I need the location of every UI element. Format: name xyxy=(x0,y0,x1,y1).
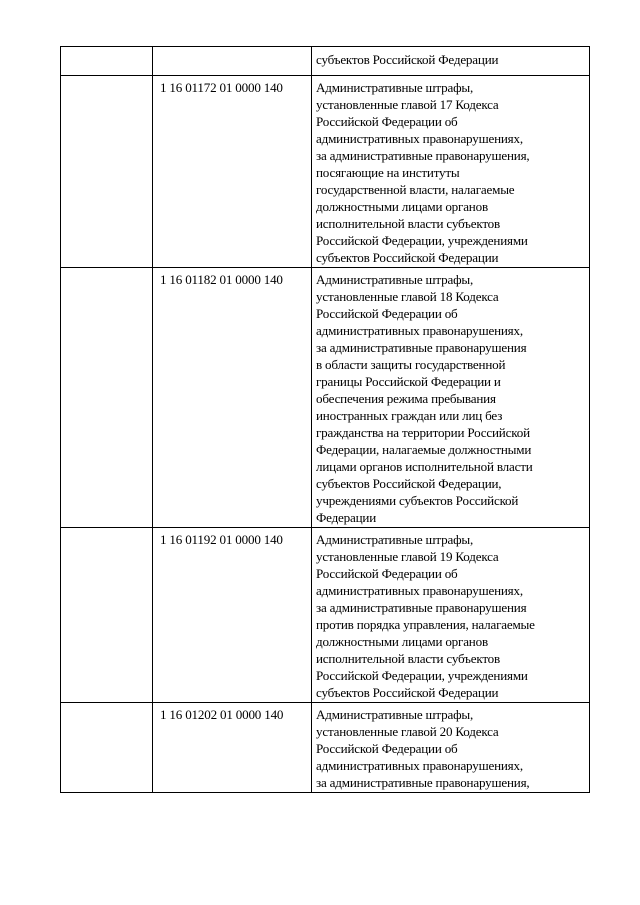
empty-cell xyxy=(61,268,153,528)
description-line: государственной власти, налагаемые xyxy=(316,182,515,197)
description-line: установленные главой 18 Кодекса xyxy=(316,289,499,304)
table-row xyxy=(61,47,590,76)
description-cell xyxy=(312,528,590,703)
empty-cell xyxy=(61,528,153,703)
description-line: гражданства на территории Российской xyxy=(316,425,530,440)
description-line: административных правонарушениях, xyxy=(316,323,523,338)
description-line: установленные главой 17 Кодекса xyxy=(316,97,499,112)
table-row xyxy=(61,528,590,703)
description-line: административных правонарушениях, xyxy=(316,758,523,773)
budget-code-cell xyxy=(153,47,312,76)
description-line: учреждениями субъектов Российской xyxy=(316,493,519,508)
table-row xyxy=(61,268,590,528)
description-line: за административные правонарушения xyxy=(316,340,527,355)
description-line: иностранных граждан или лиц без xyxy=(316,408,503,423)
description-line: Российской Федерации об xyxy=(316,306,458,321)
description-line: субъектов Российской Федерации, xyxy=(316,476,502,491)
description-line: Российской Федерации, учреждениями xyxy=(316,668,528,683)
description-line: Российской Федерации об xyxy=(316,114,458,129)
description-cell xyxy=(312,703,590,793)
description-line: установленные главой 19 Кодекса xyxy=(316,549,499,564)
description-cell xyxy=(312,268,590,528)
budget-code-cell: 1 16 01172 01 0000 140 xyxy=(153,76,312,268)
description-line: за административные правонарушения xyxy=(316,600,527,615)
description-line: за административные правонарушения, xyxy=(316,148,530,163)
description-cell xyxy=(312,47,590,76)
description-line: Административные штрафы, xyxy=(316,80,474,95)
description-line: Федерации xyxy=(316,510,377,525)
description-line: Административные штрафы, xyxy=(316,532,474,547)
empty-cell xyxy=(61,76,153,268)
description-line: Административные штрафы, xyxy=(316,272,474,287)
budget-classification-table xyxy=(60,46,590,793)
description-line: исполнительной власти субъектов xyxy=(316,216,500,231)
budget-code-cell: 1 16 01192 01 0000 140 xyxy=(153,528,312,703)
description-line: против порядка управления, налагаемые xyxy=(316,617,535,632)
description-line: субъектов Российской Федерации xyxy=(316,52,499,67)
table-row xyxy=(61,76,590,268)
description-line: административных правонарушениях, xyxy=(316,583,523,598)
description-line: Российской Федерации об xyxy=(316,566,458,581)
description-cell xyxy=(312,76,590,268)
description-line: за административные правонарушения, xyxy=(316,775,530,790)
description-line: границы Российской Федерации и xyxy=(316,374,501,389)
empty-cell xyxy=(61,47,153,76)
description-line: административных правонарушениях, xyxy=(316,131,523,146)
description-line: обеспечения режима пребывания xyxy=(316,391,496,406)
description-line: в области защиты государственной xyxy=(316,357,506,372)
budget-code-cell: 1 16 01182 01 0000 140 xyxy=(153,268,312,528)
description-line: Российской Федерации об xyxy=(316,741,458,756)
description-line: субъектов Российской Федерации xyxy=(316,685,499,700)
description-line: исполнительной власти субъектов xyxy=(316,651,500,666)
description-line: лицами органов исполнительной власти xyxy=(316,459,533,474)
description-line: Российской Федерации, учреждениями xyxy=(316,233,528,248)
budget-code-cell: 1 16 01202 01 0000 140 xyxy=(153,703,312,793)
description-line: должностными лицами органов xyxy=(316,634,488,649)
description-line: Федерации, налагаемые должностными xyxy=(316,442,532,457)
description-line: субъектов Российской Федерации xyxy=(316,250,499,265)
description-line: посягающие на институты xyxy=(316,165,460,180)
description-line: Административные штрафы, xyxy=(316,707,474,722)
description-line: установленные главой 20 Кодекса xyxy=(316,724,499,739)
description-line: должностными лицами органов xyxy=(316,199,488,214)
empty-cell xyxy=(61,703,153,793)
table-row xyxy=(61,703,590,793)
